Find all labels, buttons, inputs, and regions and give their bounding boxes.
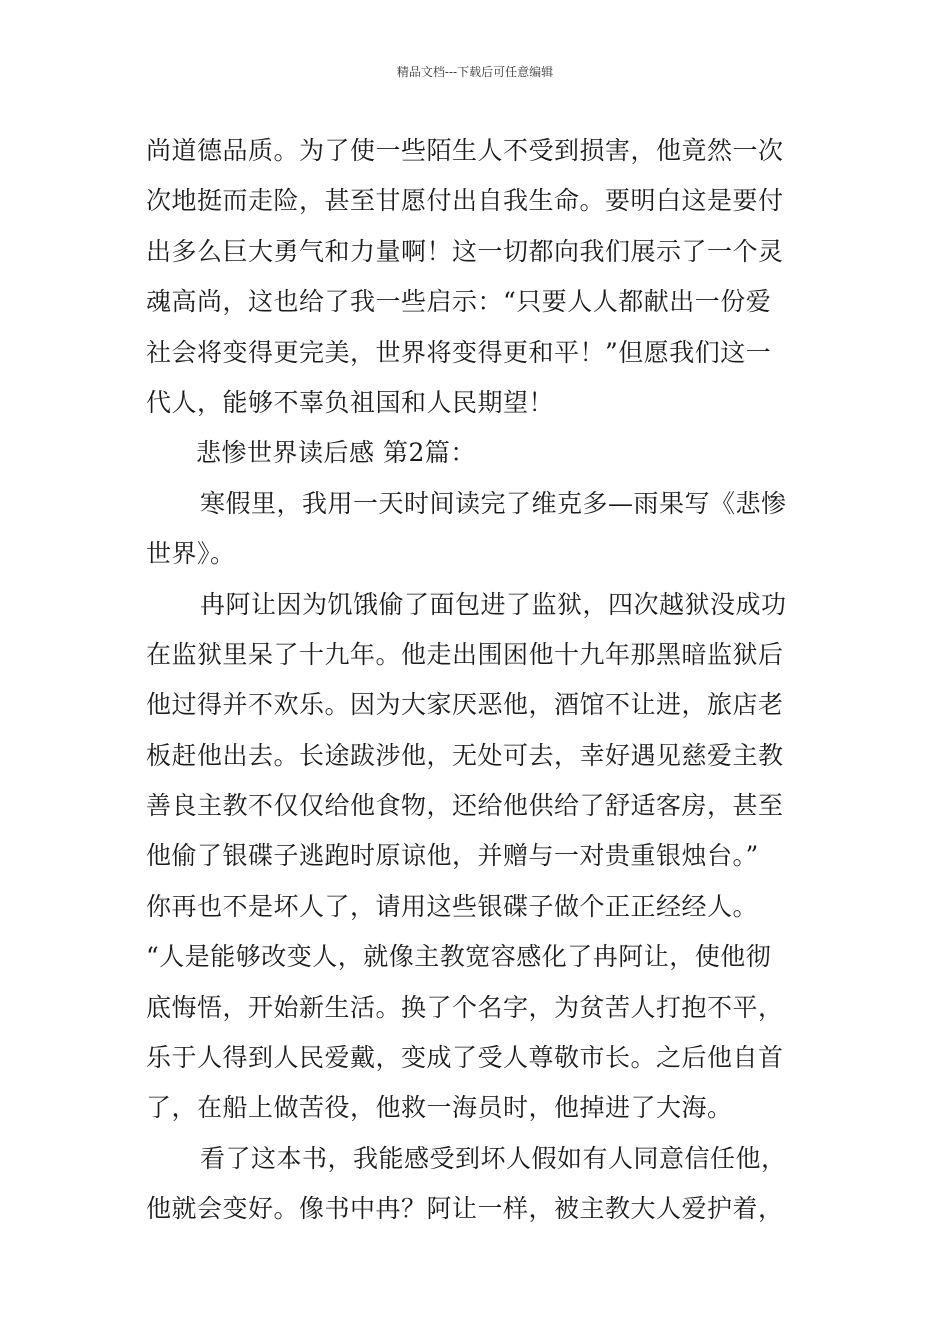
text-line: 社会将变得更完美，世界将变得更和平！”但愿我们这一 bbox=[146, 337, 772, 367]
text-line: 冉阿让因为饥饿偷了面包进了监狱，四次越狱没成功 bbox=[200, 589, 787, 619]
text-line: 底悔悟，开始新生活。换了个名字，为贫苦人打抱不平， bbox=[146, 992, 784, 1022]
text-line: 魂高尚，这也给了我一些启示：“只要人人都献出一份爱 bbox=[146, 287, 772, 317]
text-line: 善良主教不仅仅给他食物，还给他供给了舒适客房，甚至 bbox=[146, 791, 784, 821]
text-line: 他就会变好。像书中冉？阿让一样，被主教大人爱护着， bbox=[146, 1194, 784, 1224]
document-body bbox=[146, 126, 816, 1235]
section-heading: 悲惨世界读后感 第2篇： bbox=[196, 438, 476, 468]
text-line: 世界》。 bbox=[146, 539, 236, 569]
page-header: 精品文档---下载后可任意编辑 bbox=[396, 65, 554, 79]
text-line: 出多么巨大勇气和力量啊！这一切都向我们展示了一个灵 bbox=[146, 236, 784, 266]
text-line: 尚道德品质。为了使一些陌生人不受到损害，他竟然一次 bbox=[146, 136, 784, 165]
text-line: 次地挺而走险，甚至甘愿付出自我生命。要明白这是要付 bbox=[146, 186, 784, 216]
text-line: 他过得并不欢乐。因为大家厌恶他，酒馆不让进，旅店老 bbox=[146, 690, 784, 720]
text-line: 板赶他出去。长途跋涉他，无处可去，幸好遇见慈爱主教 bbox=[146, 740, 784, 770]
text-line: 他偷了银碟子逃跑时原谅他，并赠与一对贵重银烛台。” bbox=[146, 841, 759, 871]
text-line: 你再也不是坏人了，请用这些银碟子做个正正经经人。 bbox=[146, 891, 759, 921]
text-line: 代人，能够不辜负祖国和人民期望！ bbox=[146, 387, 555, 417]
text-line: 看了这本书，我能感受到坏人假如有人同意信任他， bbox=[200, 1143, 787, 1173]
text-line: 乐于人得到人民爱戴，变成了受人尊敬市长。之后他自首 bbox=[146, 1043, 784, 1073]
text-line: 在监狱里呆了十九年。他走出围困他十九年那黑暗监狱后 bbox=[146, 639, 784, 669]
text-line: “人是能够改变人，就像主教宽容感化了冉阿让，使他彻 bbox=[146, 942, 772, 972]
text-line: 寒假里，我用一天时间读完了维克多—雨果写《悲惨 bbox=[200, 488, 787, 518]
text-line: 了，在船上做苦役，他救一海员时，他掉进了大海。 bbox=[146, 1093, 733, 1123]
